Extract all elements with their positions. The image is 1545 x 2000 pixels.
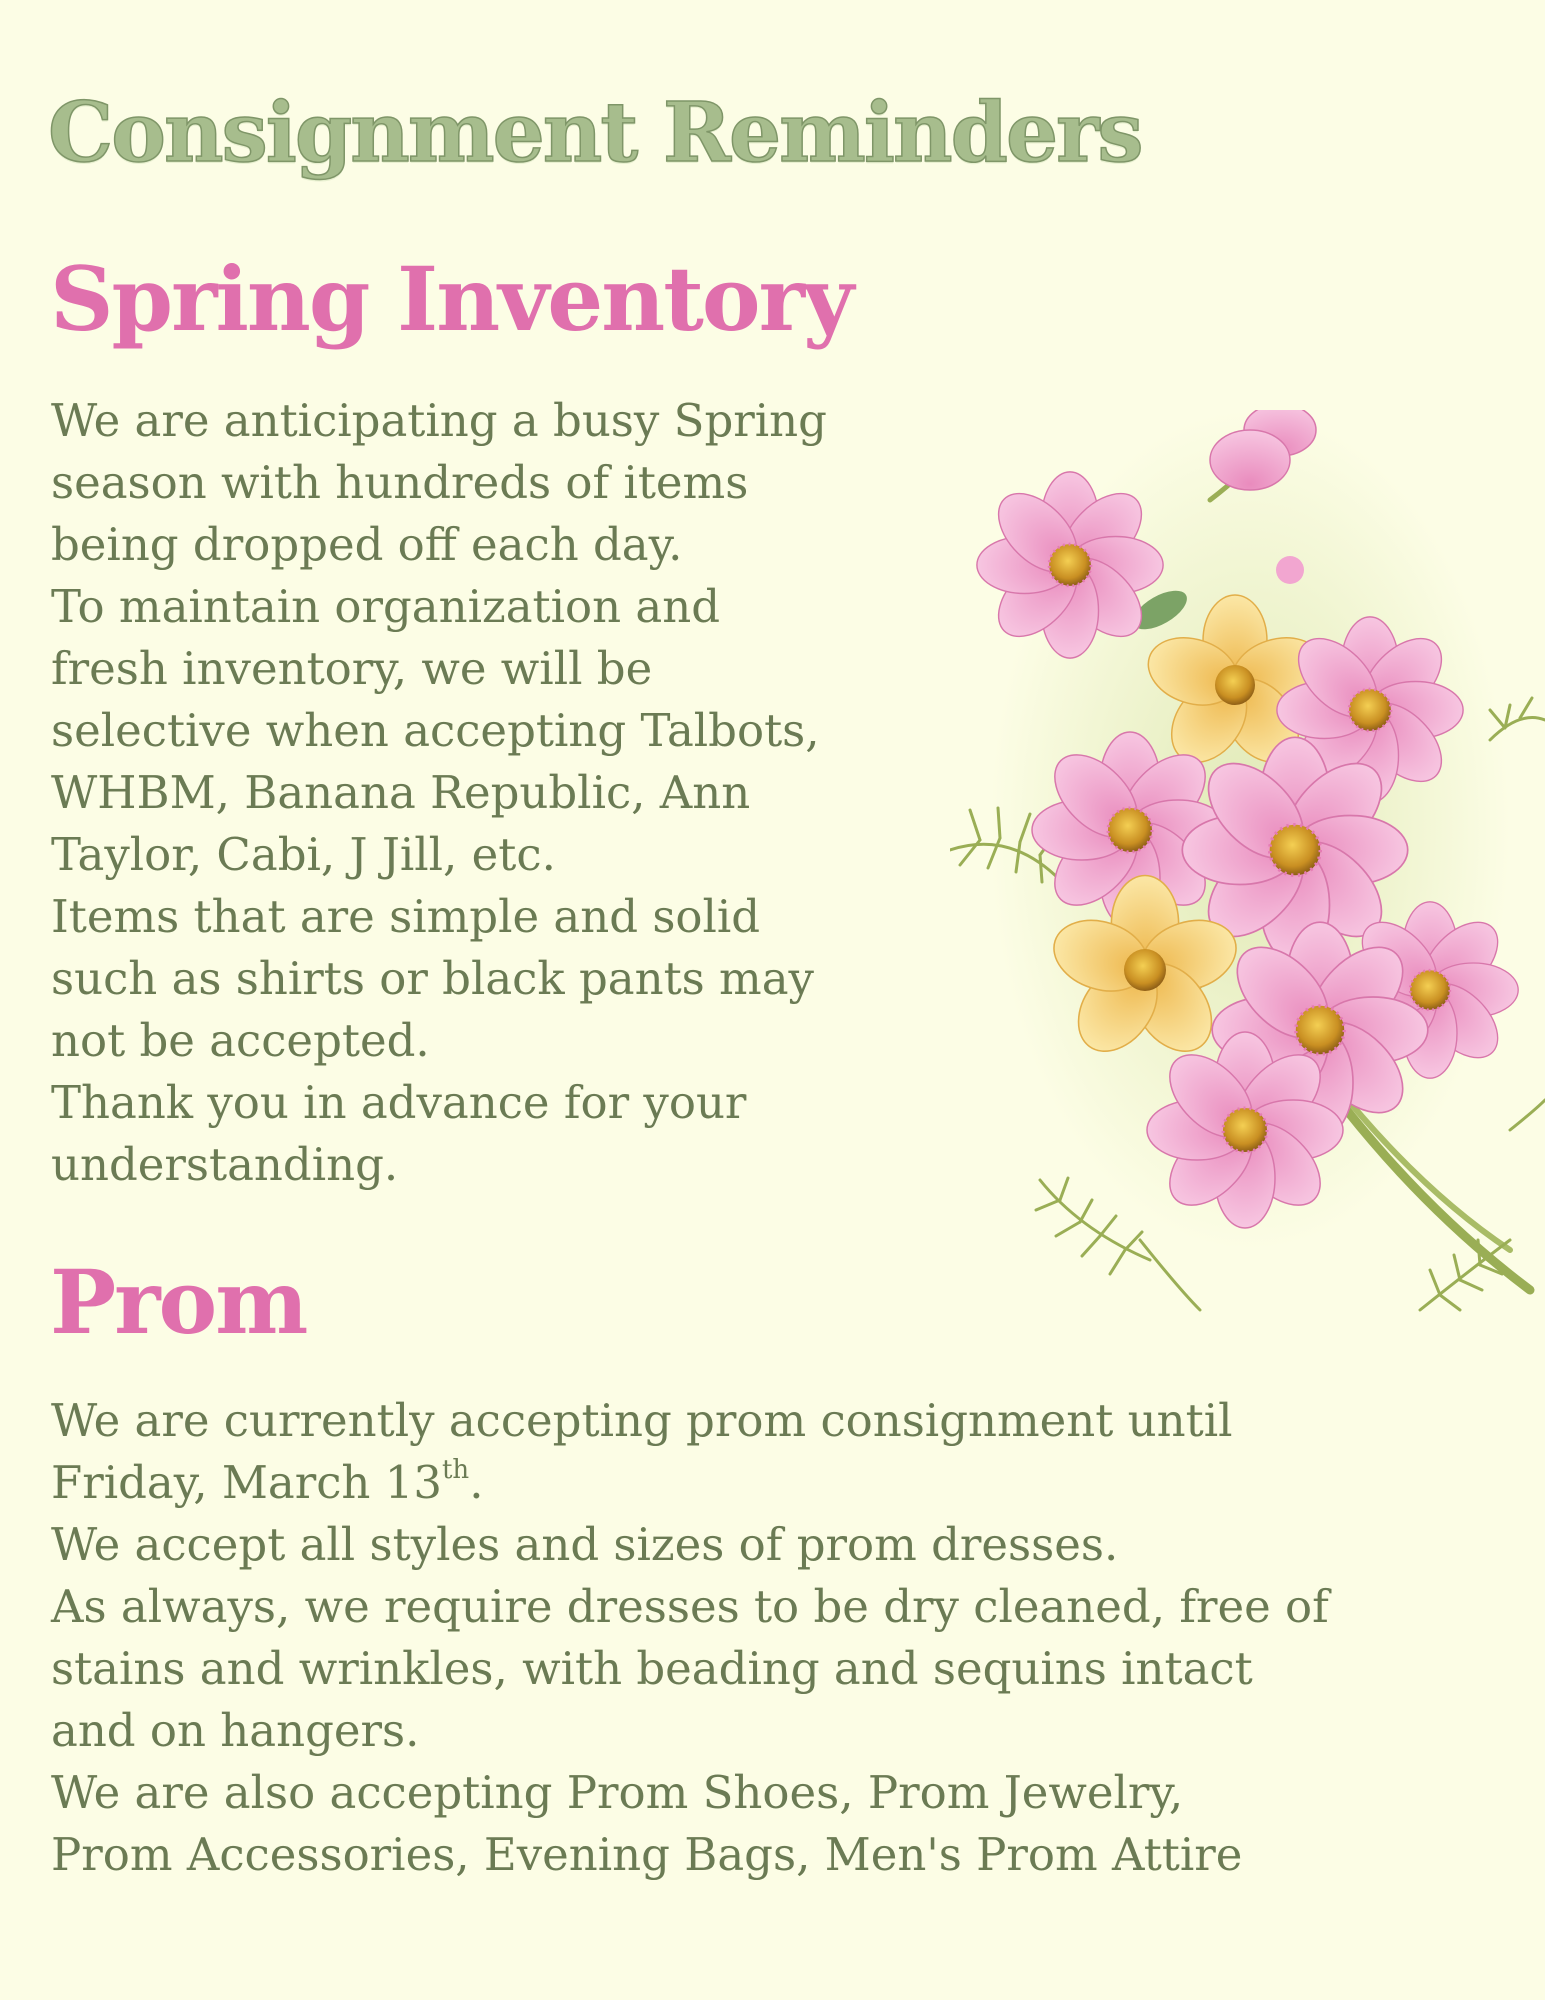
spring-line: Items that are simple and solid [51, 890, 761, 943]
spring-line: selective when accepting Talbots, [51, 704, 820, 757]
prom-date-period: . [469, 1456, 484, 1509]
prom-text [51, 1390, 1511, 1886]
page-title: Consignment Reminders [48, 85, 1142, 181]
spring-inventory-heading: Spring Inventory [50, 247, 853, 351]
prom-date-ordinal: th [441, 1455, 470, 1485]
prom-line: Prom Accessories, Evening Bags, Men's Prom Attire [51, 1828, 1243, 1881]
spring-line: To maintain organization and [51, 580, 721, 633]
prom-line: stains and wrinkles, with beading and sequins intact [51, 1642, 1253, 1695]
spring-line: We are anticipating a busy Spring [51, 394, 827, 447]
prom-date: Friday, March 13 [51, 1456, 442, 1509]
spring-line: fresh inventory, we will be [51, 642, 653, 695]
spring-line: season with hundreds of items [51, 456, 749, 509]
spring-line: understanding. [51, 1138, 399, 1191]
prom-line: We accept all styles and sizes of prom dresses. [51, 1518, 1119, 1571]
prom-heading: Prom [50, 1250, 307, 1354]
spring-line: such as shirts or black pants may [51, 952, 814, 1005]
flower-bouquet-illustration [950, 410, 1545, 1330]
spring-line: WHBM, Banana Republic, Ann [51, 766, 751, 819]
spring-inventory-text [51, 390, 951, 1196]
prom-line: and on hangers. [51, 1704, 420, 1757]
spring-line: Taylor, Cabi, J Jill, etc. [51, 828, 556, 881]
spring-line: being dropped off each day. [51, 518, 683, 571]
spring-line: Thank you in advance for your [51, 1076, 747, 1129]
prom-line: We are currently accepting prom consignment until [51, 1394, 1233, 1447]
prom-date-line [51, 1452, 1511, 1514]
prom-line: We are also accepting Prom Shoes, Prom Jewelry, [51, 1766, 1184, 1819]
spring-line: not be accepted. [51, 1014, 430, 1067]
prom-line: As always, we require dresses to be dry cleaned, free of [51, 1580, 1329, 1633]
